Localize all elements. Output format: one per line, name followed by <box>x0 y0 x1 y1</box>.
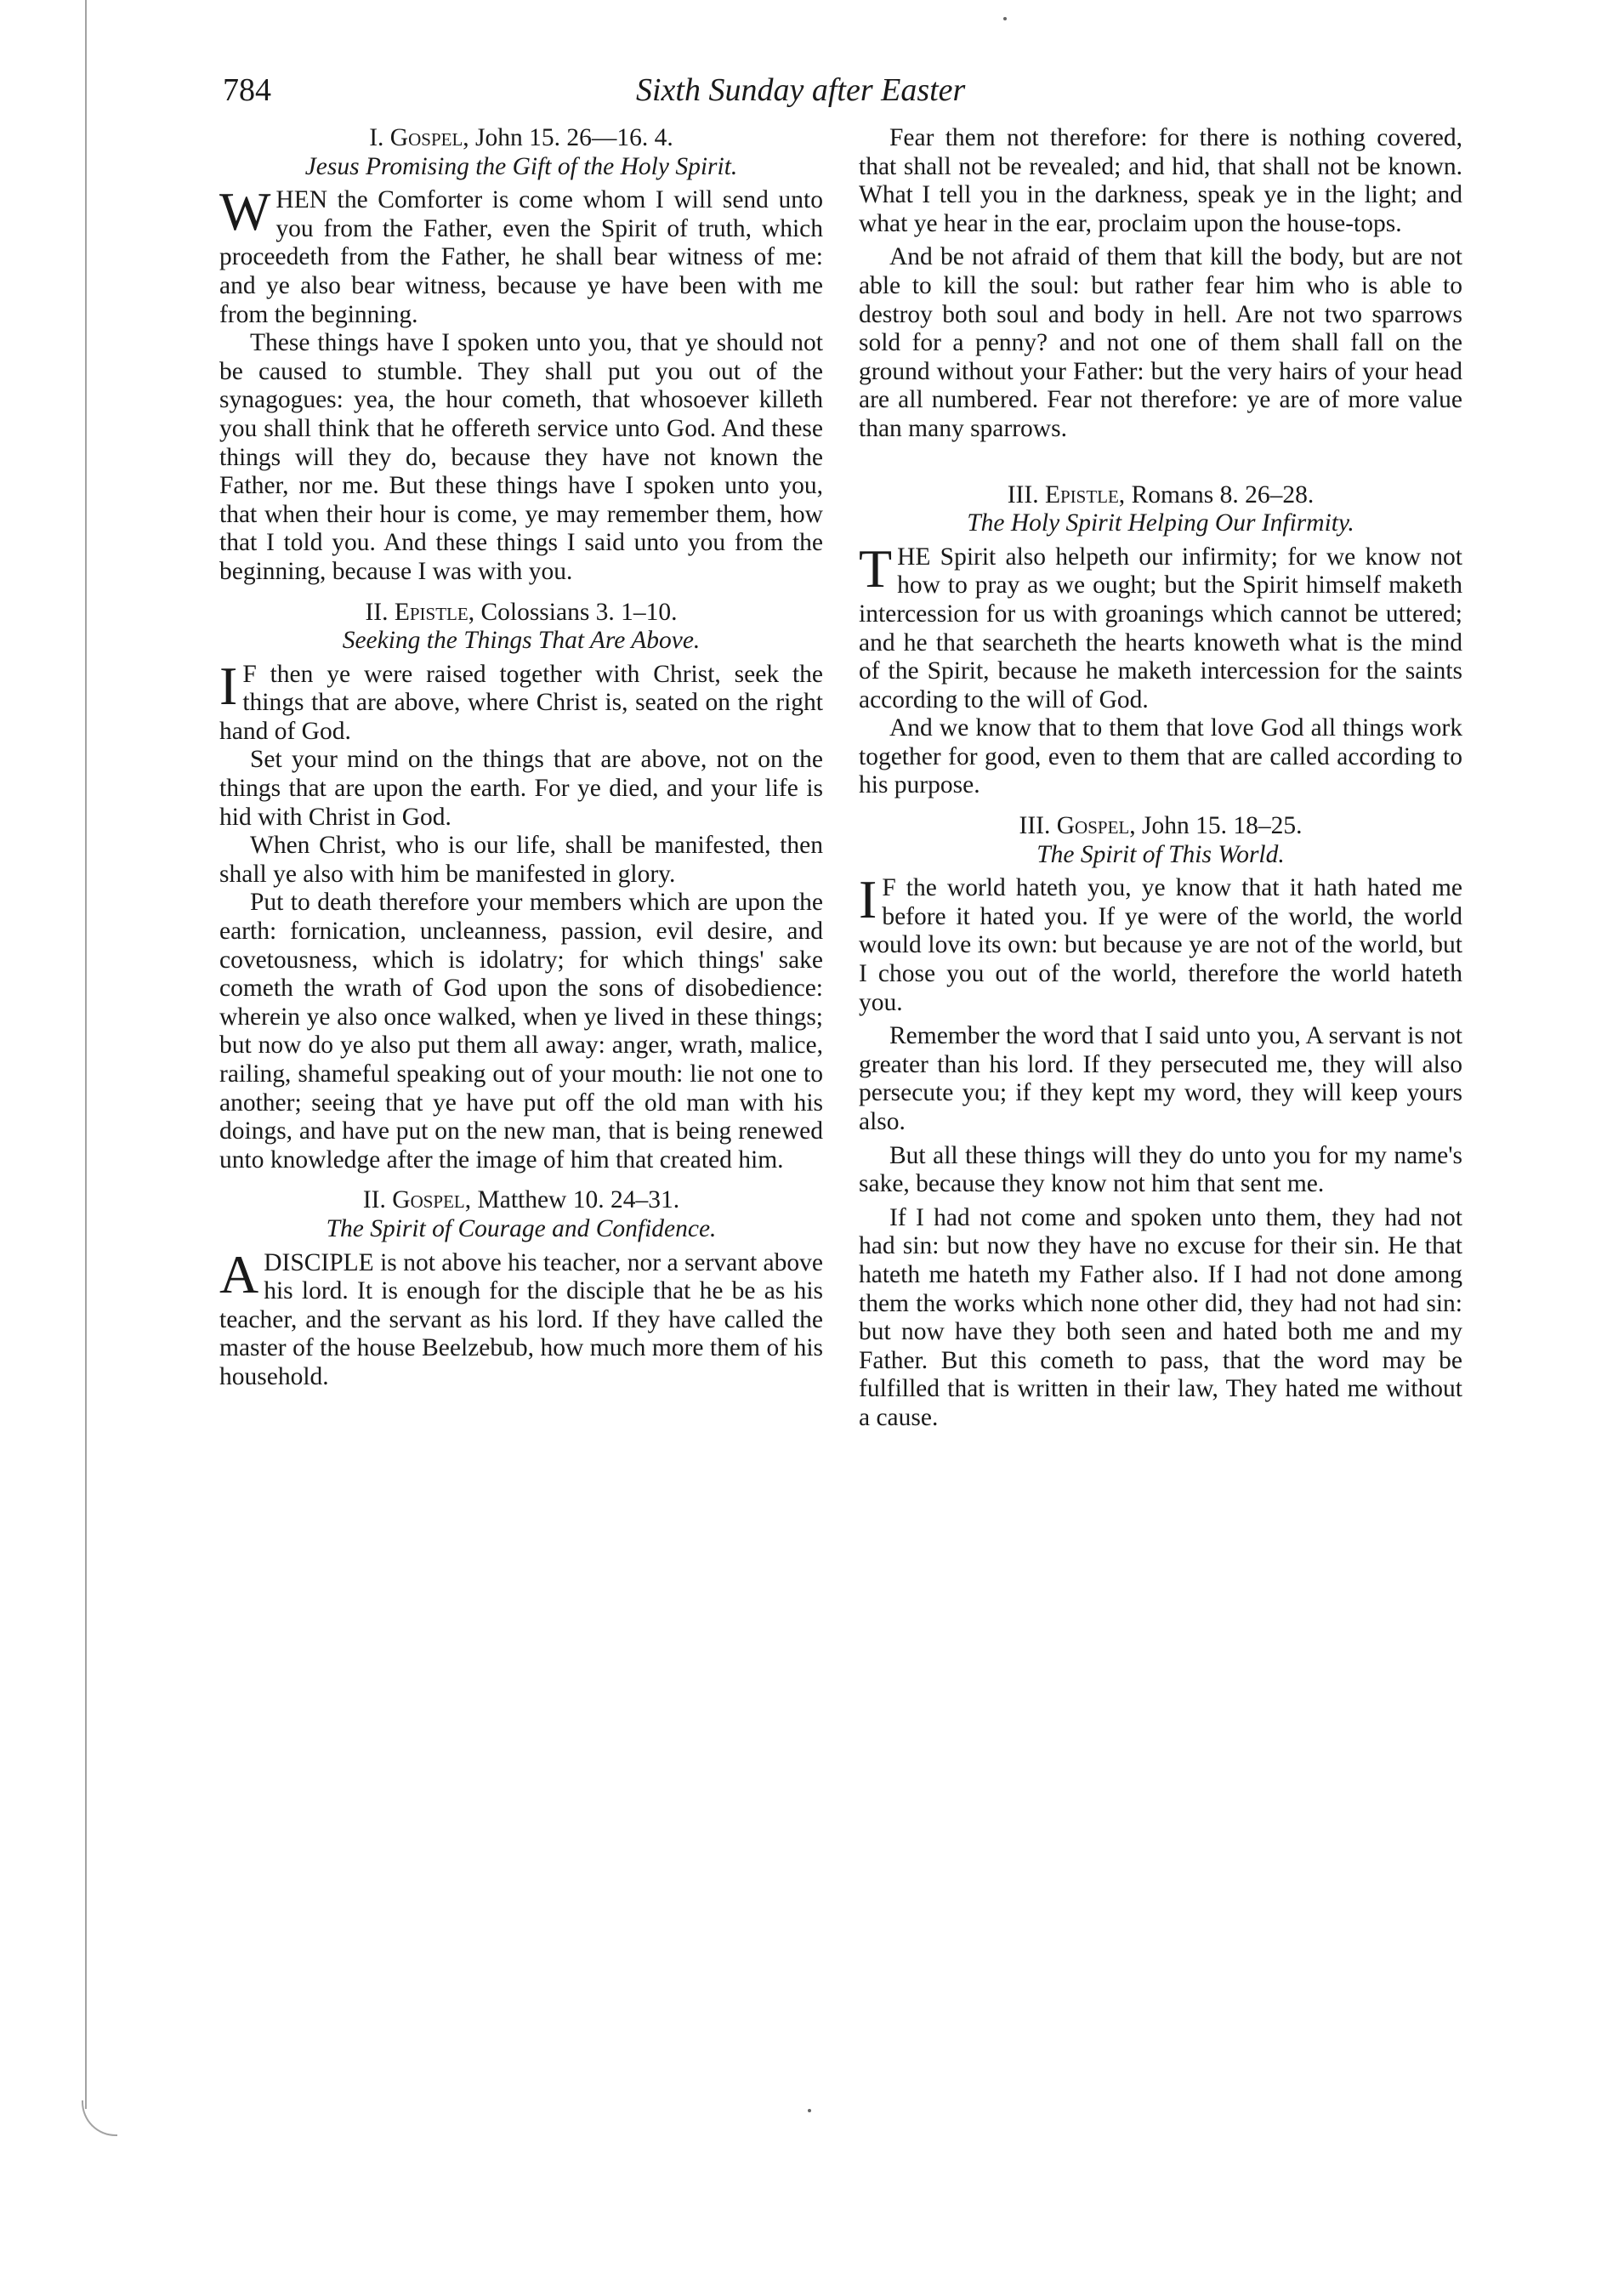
section-numeral: III. <box>1007 480 1039 509</box>
paragraph: But all these things will they do unto you for my name's sake, because they know not him that sent me. <box>859 1141 1462 1198</box>
drop-cap: A <box>219 1243 259 1304</box>
paragraph <box>219 181 823 329</box>
section-heading <box>859 481 1462 510</box>
section-kind: Gospel, <box>389 124 469 151</box>
paragraph-text: HEN the Comforter is come whom I will send unto you from the Father, even the Spirit of truth, which proceedeth from the Father, he shall bear witness of me: and ye also bear witness, because ye have been with me from the beginning. <box>219 186 823 328</box>
section-subtitle: The Spirit of This World. <box>1036 840 1285 868</box>
section-heading <box>219 599 823 628</box>
right-column <box>859 124 1462 1433</box>
left-column <box>219 124 823 1392</box>
paragraph: And be not afraid of them that kill the body, but are not able to kill the soul: but rather fear him who is able to destroy both soul and body in hell. Are not two sparrows sold for a penny? and not one of them shall fall on the ground without your Father: but the very hairs of your head are all numbered. Fear not therefore: ye are of more value than many sparrows. <box>859 243 1462 442</box>
section-gospel-john-15-26 <box>219 124 823 587</box>
section-numeral: II. <box>365 598 389 626</box>
section-kind: Epistle, <box>1044 480 1126 509</box>
section-reference: John 15. 26—16. 4. <box>475 124 673 151</box>
drop-cap: T <box>859 537 893 599</box>
paragraph-text: DISCIPLE is not above his teacher, nor a servant above his lord. It is enough for the disciple that he be as his teacher, and the servant as his lord. If they have called the master of the house Beelzebub, how much more them of his household. <box>219 1248 823 1390</box>
paragraph: Put to death therefore your members which are upon the earth: fornication, uncleanness, passion, evil desire, and covetousness, which is idolatry; for which things' sake cometh the wrath of God upon the sons of disobedience: wherein ye also once walked, when ye lived in these things; but now do ye also put them all away: anger, wrath, malice, railing, shameful speaking out of your mouth: lie not one to another; seeing that ye have put off the old man with his doings, and have put on the new man, that is being renewed unto knowledge after the image of him that created him. <box>219 889 823 1174</box>
section-epistle-romans <box>859 481 1462 801</box>
paragraph <box>859 869 1462 1017</box>
section-numeral: I. <box>369 124 384 151</box>
paragraph-text: F the world hateth you, ye know that it hath hated me before it hated you. If ye were of the world, the world would love its own: but because ye are not of the world, but I chose you out of the world, therefore the world hateth you. <box>859 874 1462 1016</box>
page-edge-curl <box>82 2100 117 2136</box>
section-reference: John 15. 18–25. <box>1141 812 1303 840</box>
paragraph: If I had not come and spoken unto them, they had not had sin: but now they have no excuse for their sin. He that hateth me hateth my Father also. If I had not done among them the works which none other did, they had not had sin: but now have they both seen and hated both me and my Father. But this cometh to pass, that the word may be fulfilled that is written in their law, They hated me without a cause. <box>859 1203 1462 1431</box>
section-heading <box>859 812 1462 841</box>
drop-cap: I <box>219 655 238 716</box>
section-kind: Gospel, <box>1056 812 1136 840</box>
paragraph: Remember the word that I said unto you, A servant is not greater than his lord. If they persecuted me, they will also persecute you; if they kept my word, they will keep yours also. <box>859 1022 1462 1135</box>
paragraph-text: F then ye were raised together with Christ, seek the things that are above, where Christ is, seated on the right hand of God. <box>219 660 823 745</box>
scan-speck <box>808 2109 811 2112</box>
section-reference: Colossians 3. 1–10. <box>480 598 678 626</box>
page-edge-line <box>85 0 87 2109</box>
scan-speck <box>1003 17 1007 20</box>
running-title: Sixth Sunday after Easter <box>636 72 966 108</box>
section-subtitle: Jesus Promising the Gift of the Holy Spirit. <box>304 152 738 180</box>
paragraph-text: HE Spirit also helpeth our infirmity; for we know not how to pray as we ought; but the Spirit himself maketh intercession for us with groanings which cannot be uttered; and he that searcheth the hearts knoweth what is the mind of the Spirit, because he maketh intercession for the saints according to the will of God. <box>859 543 1462 713</box>
paragraph: Fear them not therefore: for there is nothing covered, that shall not be revealed; and hid, that shall not be known. What I tell you in the darkness, speak ye in the light; and what ye hear in the ear, proclaim upon the house-tops. <box>859 124 1462 237</box>
paragraph <box>859 537 1462 715</box>
paragraph <box>219 655 823 747</box>
section-reference: Matthew 10. 24–31. <box>477 1186 680 1214</box>
paragraph <box>219 1243 823 1392</box>
page-number: 784 <box>223 72 271 108</box>
paragraph: And we know that to them that love God all things work together for good, even to them that are called according to his purpose. <box>859 714 1462 799</box>
paragraph: When Christ, who is our life, shall be manifested, then shall ye also with him be manifested in glory. <box>219 832 823 888</box>
section-subtitle: Seeking the Things That Are Above. <box>342 627 701 655</box>
drop-cap: I <box>859 869 877 930</box>
section-epistle-colossians <box>219 599 823 1175</box>
section-reference: Romans 8. 26–28. <box>1131 480 1315 509</box>
section-gospel-john-15-18 <box>859 812 1462 1432</box>
drop-cap: W <box>219 181 271 242</box>
paragraph: Set your mind on the things that are above, not on the things that are upon the earth. For ye died, and your life is hid with Christ in God. <box>219 746 823 831</box>
section-numeral: II. <box>362 1186 386 1214</box>
paragraph: These things have I spoken unto you, that ye should not be caused to stumble. They shall put you out of the synagogues: yea, the hour cometh, that whosoever killeth you shall think that he offereth service unto God. And these things will they do, because they have not known the Father, nor me. But these things have I spoken unto you, that when their hour is come, ye may remember them, how that I told you. And these things I said unto you from the beginning, because I was with you. <box>219 329 823 585</box>
section-kind: Gospel, <box>392 1186 472 1214</box>
section-gospel-matthew <box>219 1186 823 1391</box>
section-heading <box>219 124 823 153</box>
section-subtitle: The Spirit of Courage and Confidence. <box>326 1214 717 1242</box>
section-heading <box>219 1186 823 1215</box>
section-kind: Epistle, <box>394 598 475 626</box>
section-numeral: III. <box>1019 812 1051 840</box>
section-subtitle: The Holy Spirit Helping Our Infirmity. <box>967 509 1354 537</box>
